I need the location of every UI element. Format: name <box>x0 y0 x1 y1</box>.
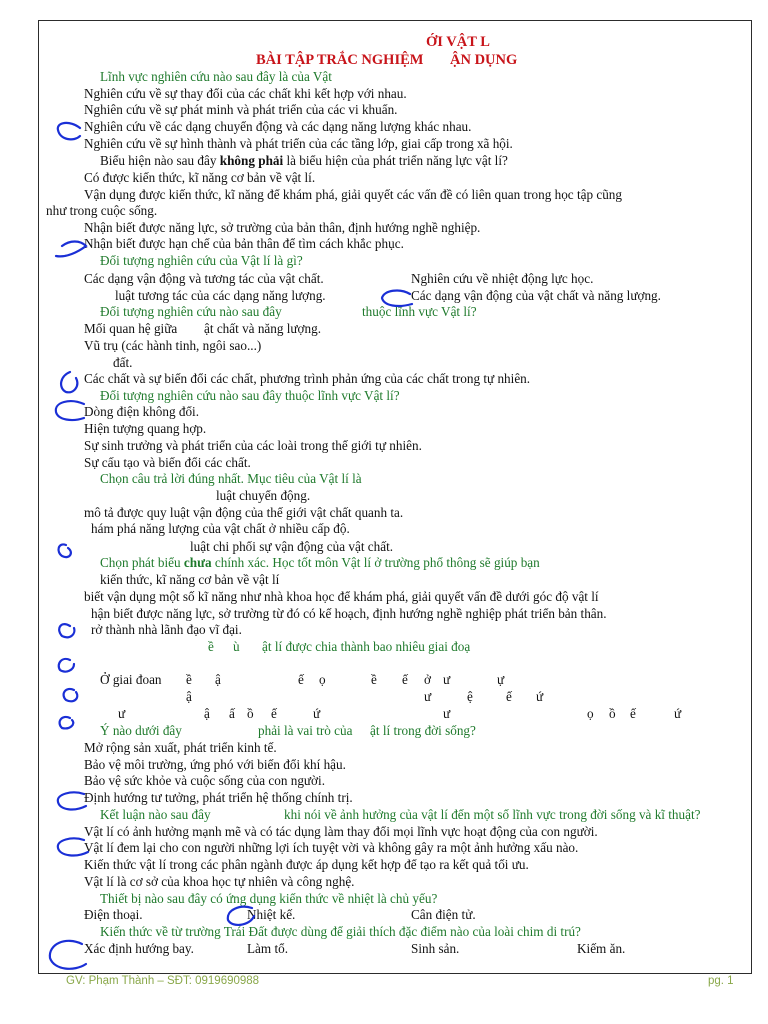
question-12: Kiến thức về từ trường Trái Đất được dùng để giải thích đặc điểm nào của loài chim di trú? <box>100 924 581 939</box>
question-6: Chọn câu trả lời đúng nhất. Mục tiêu của Vật lí là <box>100 471 362 486</box>
option-fragment: ứ <box>674 706 682 721</box>
option-text: hận biết được năng lực, sở trường từ đó có kế hoạch, định hướng nghề nghiệp phát triển bản thân. <box>91 606 607 621</box>
title-line-2b: ẬN DỤNG <box>450 52 518 68</box>
option-fragment: ứ <box>536 689 544 704</box>
option-text: Sự sinh trưởng và phát triển của các loài trong thế giới tự nhiên. <box>84 438 422 453</box>
title-line-2a: BÀI TẬP TRẮC NGHIỆM <box>256 52 424 68</box>
question-8-text: ật lí được chia thành bao nhiêu giai đoạ <box>262 639 471 654</box>
question-8-fragment: ù <box>233 639 240 654</box>
option-fragment: ậ <box>215 672 221 687</box>
option-text: Nghiên cứu về các dạng chuyển động và các dạng năng lượng khác nhau. <box>84 119 472 134</box>
option-fragment: ế <box>630 706 636 721</box>
option-text: Nhận biết được năng lực, sở trường của bản thân, định hướng nghề nghiệp. <box>84 220 481 235</box>
option-text: Điện thoại. <box>84 907 143 922</box>
option-text: Nhận biết được hạn chế của bản thân để tìm cách khắc phục. <box>84 236 404 251</box>
option-text: Vật lí có ảnh hưởng mạnh mẽ và có tác dụng làm thay đổi mọi lĩnh vực hoạt động của con người. <box>84 824 598 839</box>
option-fragment: ở <box>424 672 431 687</box>
option-text: Các chất và sự biến đổi các chất, phương trình phản ứng của các chất trong tự nhiên. <box>84 371 531 386</box>
option-text: luật chuyển động. <box>216 488 311 503</box>
option-text: Nhiệt kế. <box>247 907 296 922</box>
answer-mark-q12 <box>50 941 86 969</box>
option-text: rở thành nhà lãnh đạo vĩ đại. <box>91 622 242 637</box>
answer-mark-q10 <box>58 838 88 855</box>
option-fragment: ấ <box>229 706 235 721</box>
answer-mark-q8c <box>60 717 74 728</box>
option-text: Hiện tượng quang hợp. <box>84 421 207 436</box>
footer-page-number: pg. 1 <box>708 975 734 987</box>
question-8-fragment: ề <box>208 639 214 654</box>
title-line-1: ỚI VẬT L <box>426 34 490 50</box>
option-fragment: ư <box>118 706 126 721</box>
option-text: Vận dụng được kiến thức, kĩ năng để khám phá, giải quyết các vấn đề có liên quan trong học tập cũng <box>84 187 622 202</box>
option-text: hám phá năng lượng của vật chất ở nhiều cấp độ. <box>91 521 350 536</box>
option-fragment: ậ <box>186 689 192 704</box>
question-text: Chọn phát biểu <box>100 555 181 570</box>
answer-mark-q1 <box>58 123 80 139</box>
option-fragment: ư <box>443 706 451 721</box>
option-text: luật chi phối sự vận động của vật chất. <box>190 539 394 554</box>
option-text: Sự cấu tạo và biến đổi các chất. <box>84 455 251 470</box>
question-10a: Kết luận nào sau đây <box>100 807 211 822</box>
answer-mark-q8a <box>59 659 74 672</box>
question-text: là biểu hiện của phát triển năng lực vật lí? <box>286 153 508 168</box>
question-5: Đối tượng nghiên cứu nào sau đây thuộc lĩnh vực Vật lí? <box>100 388 400 403</box>
question-9c: ật lí trong đời sống? <box>370 723 476 738</box>
option-fragment: ề <box>371 672 377 687</box>
question-10b: khi nói về ảnh hưởng của vật lí đến một số lĩnh vực trong đời sống và kĩ thuật? <box>284 807 701 822</box>
option-text: Các dạng vận động và tương tác của vật chất. <box>84 271 324 286</box>
option-fragment: ứ <box>313 706 321 721</box>
option-text: Nghiên cứu về nhiệt động lực học. <box>411 271 594 286</box>
question-11: Thiết bị nào sau đây có ứng dụng kiến thức về nhiệt là chủ yếu? <box>100 891 438 906</box>
footer-author: GV: Phạm Thành – SĐT: 0919690988 <box>66 975 260 987</box>
answer-mark-q11 <box>228 907 254 925</box>
option-text: biết vận dụng một số kĩ năng như nhà khoa học để khám phá, giải quyết vấn đề dưới góc độ vật lí <box>84 589 599 604</box>
option-text: Nghiên cứu về sự hình thành và phát triển của các tầng lớp, giai cấp trong xã hội. <box>84 136 513 151</box>
emphasis-text: chưa <box>183 555 212 570</box>
question-text: Biểu hiện nào sau đây <box>100 153 217 168</box>
answer-mark-q8b <box>64 689 78 701</box>
option-fragment: ồ <box>609 706 616 721</box>
option-text: Bảo vệ sức khỏe và cuộc sống của con người. <box>84 773 325 788</box>
option-fragment: ệ <box>467 689 473 704</box>
question-3: Đối tượng nghiên cứu của Vật lí là gì? <box>100 253 303 268</box>
question-4b: thuộc lĩnh vực Vật lí? <box>362 304 477 319</box>
option-text: Sinh sản. <box>411 941 460 956</box>
question-text: chính xác. Học tốt môn Vật lí ở trường phổ thông sẽ giúp bạn <box>214 555 540 570</box>
option-text: Nghiên cứu về sự thay đổi của các chất khi kết hợp với nhau. <box>84 86 407 101</box>
option-fragment: ư <box>443 672 451 687</box>
answer-mark-q3 <box>382 291 412 306</box>
option-text: Mối quan hệ giữa <box>84 321 178 336</box>
option-text: ật chất và năng lượng. <box>204 321 322 336</box>
answer-mark-q5 <box>56 401 84 420</box>
option-fragment: ọ <box>319 672 326 687</box>
question-4a: Đối tượng nghiên cứu nào sau đây <box>100 304 282 319</box>
emphasis-text: không phải <box>219 153 284 168</box>
option-fragment: ư <box>424 689 432 704</box>
option-text: Kiến thức vật lí trong các phân ngành được áp dụng kết hợp để tạo ra kết quả tối ưu. <box>84 857 529 872</box>
answer-mark-q6 <box>59 544 71 557</box>
answer-mark-q4 <box>61 372 77 392</box>
option-text: Các dạng vận động của vật chất và năng lượng. <box>411 288 661 303</box>
answer-mark-q7 <box>59 624 74 637</box>
option-text: Bảo vệ môi trường, ứng phó với biến đổi khí hậu. <box>84 757 346 772</box>
option-fragment: ọ <box>587 706 594 721</box>
option-text: Cân điện tử. <box>411 907 476 922</box>
option-fragment: ề <box>186 672 192 687</box>
answer-mark-q2 <box>56 242 86 257</box>
option-text: Nghiên cứu về sự phát minh và phát triển của các vi khuẩn. <box>84 102 398 117</box>
question-9b: phải là vai trò của <box>258 723 353 738</box>
option-fragment: ế <box>402 672 408 687</box>
option-text: luật tương tác của các dạng năng lượng. <box>115 288 326 303</box>
option-text: Định hướng tư tưởng, phát triển hệ thống chính trị. <box>84 790 353 805</box>
option-fragment: ự <box>497 672 505 687</box>
option-text: Vật lí đem lại cho con người những lợi ích tuyệt vời và không gây ra một ảnh hưởng xấu nào. <box>84 840 579 855</box>
option-text: Có được kiến thức, kĩ năng cơ bản về vật lí. <box>84 170 316 185</box>
option-text: Vũ trụ (các hành tinh, ngôi sao...) <box>84 338 262 353</box>
option-text: như trong cuộc sống. <box>46 203 158 218</box>
option-text: Kiếm ăn. <box>577 941 626 956</box>
option-fragment: Ở giai đoan <box>100 672 162 687</box>
option-text: Mở rộng sản xuất, phát triển kinh tế. <box>84 740 277 755</box>
option-fragment: ế <box>271 706 277 721</box>
option-fragment: ồ <box>247 706 254 721</box>
option-fragment: ế <box>506 689 512 704</box>
option-text: Vật lí là cơ sở của khoa học tự nhiên và công nghệ. <box>84 874 355 889</box>
question-9a: Ý nào dưới đây <box>100 723 182 738</box>
option-text: đất. <box>113 355 133 370</box>
answer-mark-q9 <box>58 792 86 809</box>
question-1: Lĩnh vực nghiên cứu nào sau đây là của Vật <box>100 69 332 84</box>
option-text: Dòng điện không đổi. <box>84 404 200 419</box>
option-text: Làm tổ. <box>247 941 289 956</box>
option-text: mô tả được quy luật vận động của thế giới vật chất quanh ta. <box>84 505 404 520</box>
option-fragment: ế <box>298 672 304 687</box>
option-text: kiến thức, kĩ năng cơ bản về vật lí <box>100 572 280 587</box>
option-fragment: ậ <box>204 706 210 721</box>
option-text: Xác định hướng bay. <box>84 941 194 956</box>
